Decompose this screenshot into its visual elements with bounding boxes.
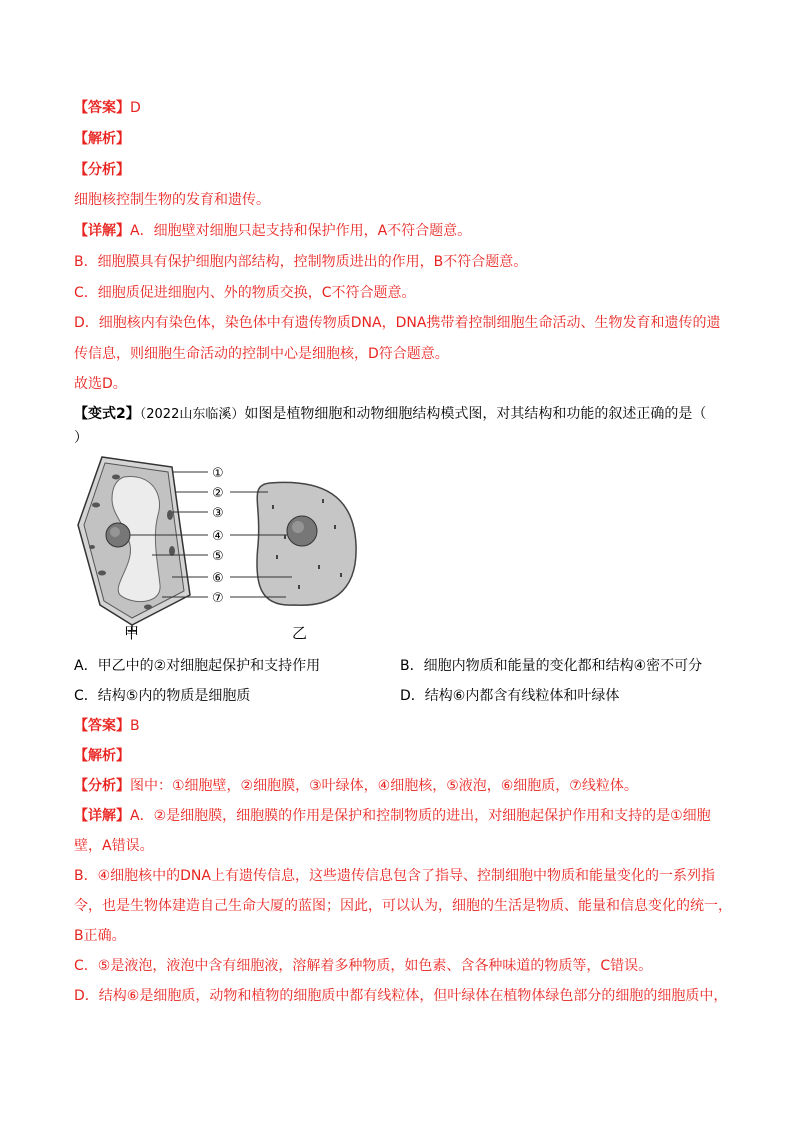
- xiangjie-line-1: [74, 221, 740, 241]
- label-3: ③: [212, 506, 224, 521]
- label-jia: 甲: [124, 624, 140, 642]
- explain-a-2b: 壁，A错误。: [74, 838, 154, 854]
- fenxi-text-2: 图中：①细胞壁，②细胞膜，③叶绿体，④细胞核，⑤液泡，⑥细胞质，⑦线粒体。: [130, 778, 638, 794]
- chloroplast-3: [98, 571, 106, 576]
- fenxi-label: 【分析】: [74, 162, 130, 178]
- option-d: D．结构⑥内都含有线粒体和叶绿体: [400, 688, 620, 704]
- fenxi-label-2: 【分析】: [74, 778, 130, 794]
- label-6: ⑥: [212, 571, 224, 586]
- variant-source: （2022山东临溪）: [139, 407, 245, 422]
- answer-value-2: B: [130, 718, 140, 734]
- answer-value: D: [130, 100, 141, 116]
- fenxi-line-1: [74, 160, 740, 180]
- label-5: ⑤: [212, 549, 224, 564]
- chloroplast-7: [112, 475, 120, 480]
- cell-diagram: [72, 455, 372, 645]
- answer-line-1: [74, 98, 740, 118]
- analysis-label: 【解析】: [74, 131, 130, 147]
- xiangjie-label-2: 【详解】: [74, 808, 130, 824]
- option-c: C．结构⑤内的物质是细胞质: [74, 688, 251, 704]
- variant-label: 【变式2】: [74, 406, 140, 422]
- xiangjie-text-2: A．②是细胞膜，细胞膜的作用是保护和控制物质的进出，对细胞起保护作用和支持的是①细胞: [130, 808, 711, 824]
- cell-diagram-svg: [72, 455, 372, 645]
- explain-c-2: C．⑤是液泡，液泡中含有细胞液，溶解着多种物质，如色素、含各种味道的物质等，C错误。: [74, 958, 653, 974]
- analysis-line-2: [74, 746, 740, 766]
- variant-close: ）: [74, 430, 88, 446]
- conclusion-1: 故选D。: [74, 376, 127, 392]
- option-b: B．细胞内物质和能量的变化都和结构④密不可分: [400, 658, 703, 674]
- answer-label: 【答案】: [74, 100, 130, 116]
- label-yi: 乙: [292, 624, 308, 642]
- fenxi-line-2: [74, 776, 740, 796]
- chloroplast-2: [89, 545, 95, 549]
- answer-label-2: 【答案】: [74, 718, 130, 734]
- chloroplast-1: [92, 503, 100, 508]
- label-7: ⑦: [212, 591, 224, 606]
- explain-b-2a: B．④细胞核中的DNA上有遗传信息，这些遗传信息包含了指导、控制细胞中物质和能量变化的一系列指: [74, 868, 715, 884]
- variant-question: [74, 404, 740, 425]
- explain-d-1b: 传信息，则细胞生命活动的控制中心是细胞核，D符合题意。: [74, 346, 449, 362]
- explain-d-2: D．结构⑥是细胞质，动物和植物的细胞质中都有线粒体，但叶绿体在植物体绿色部分的细胞的细胞质中，: [74, 988, 728, 1004]
- explain-b-1: B．细胞膜具有保护细胞内部结构，控制物质进出的作用，B不符合题意。: [74, 254, 528, 270]
- answer-line-2: [74, 716, 740, 736]
- analysis-label-2: 【解析】: [74, 748, 130, 764]
- explain-d-1a: D．细胞核内有染色体，染色体中有遗传物质DNA，DNA携带着控制细胞生命活动、生物发育和遗传的遗: [74, 315, 721, 331]
- xiangjie-line-2: [74, 806, 740, 826]
- label-1: ①: [212, 466, 224, 481]
- xiangjie-label: 【详解】: [74, 223, 130, 239]
- explain-b-2c: B正确。: [74, 928, 126, 944]
- xiangjie-text: A．细胞壁对细胞只起支持和保护作用，A不符合题意。: [130, 223, 472, 239]
- analysis-line-1: [74, 129, 740, 149]
- label-4: ④: [212, 529, 224, 544]
- chloroplast-6: [144, 605, 152, 610]
- explain-b-2b: 令，也是生物体建造自己生命大厦的蓝图；因此，可以认为，细胞的生活是物质、能量和信息变化的统一，: [74, 898, 732, 914]
- variant-text: 如图是植物细胞和动物细胞结构模式图，对其结构和功能的叙述正确的是（: [244, 406, 707, 422]
- label-2: ②: [212, 486, 224, 501]
- explain-c-1: C．细胞质促进细胞内、外的物质交换，C不符合题意。: [74, 285, 416, 301]
- fenxi-text-1: 细胞核控制生物的发育和遗传。: [74, 192, 270, 208]
- option-a: A．甲乙中的②对细胞起保护和支持作用: [74, 658, 321, 674]
